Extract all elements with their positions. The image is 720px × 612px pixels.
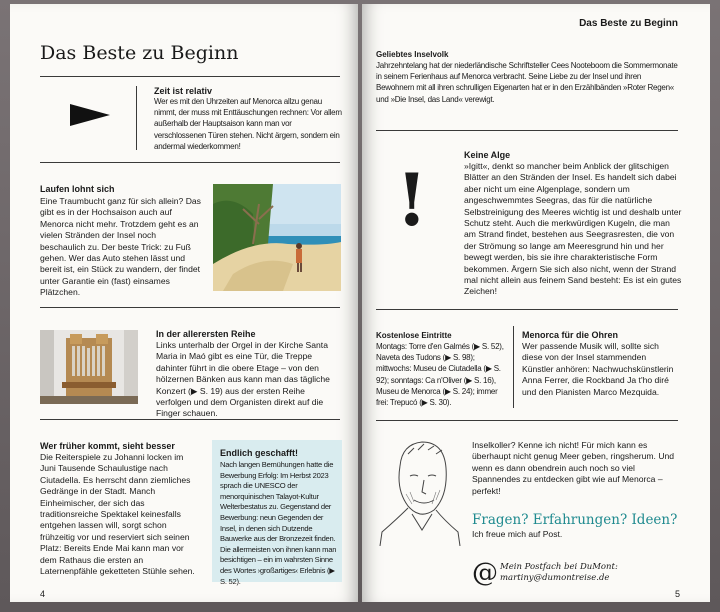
- section-text: Nach langen Bemühungen hatte die Bewerbung Erfolg: Im Herbst 2023 sprach die UNESCO der menorquinischen Talayot-Kultur Welterbestatus zu. Gegenstand der Bewerbung: neun Gegenden der Insel, in denen sich Dutzende Bauwerke aus der Bronzezeit finden. Die allermeisten von ihnen kann man besichtigen – ein im wahrsten Sinne des Wortes ›großartiges‹ Erlebnis (▶ S. 52).: [220, 460, 337, 586]
- section-text: Links unterhalb der Orgel in der Kirche Santa Maria in Maó gibt es eine Tür, die Treppe dahinter führt in die obere Etage – von den hölzernen Bänken aus kann man das tägliche Konzert (▶ S. 19) aus der ersten Reihe verfolgen und dem Organisten direkt auf die Finger schauen.: [156, 340, 330, 419]
- section-heading: Wer früher kommt, sieht besser: [40, 441, 175, 451]
- section-heading: Keine Alge: [464, 150, 511, 160]
- divider-vertical: [136, 86, 137, 150]
- divider: [376, 420, 678, 421]
- section-text: Jahrzehntelang hat der niederländische Schriftsteller Cees Nooteboom die Sommermonate in seinem Ferienhaus auf Menorca verbracht. Seine Liebe zu der Insel und ihren Bewohnern mit all ihren schrulligen Eigenarten hat er in den Erzählbänden »Roter Regen« und »Die Insel, das Land« verewigt.: [376, 61, 678, 104]
- postfach-label: Mein Postfach bei DuMont:: [500, 562, 618, 572]
- beach-photo: [213, 184, 341, 291]
- arrow-right-icon: [70, 104, 110, 126]
- contact-subline: Ich freue mich auf Post.: [472, 529, 563, 539]
- section-heading: In der allerersten Reihe: [156, 329, 256, 339]
- author-text: Inselkoller? Kenne ich nicht! Für mich kann es überhaupt nicht genug Meer geben, ringsherum. Und wenn es dann obendrein auch noch so viel Spannendes zu entdecken gibt wie auf Menorca – perfekt!: [472, 440, 675, 496]
- divider-vertical: [513, 326, 514, 408]
- section-heading: Endlich geschafft!: [220, 448, 299, 458]
- organ-photo: [40, 330, 138, 404]
- running-header: Das Beste zu Beginn: [579, 18, 678, 29]
- section-text: Wer passende Musik will, sollte sich diese von der Insel stammenden Künstler anhören: Nachwuchskünstlerin Anna Ferrer, die Rockband Ja t'ho diré und den Pianisten Marco Mezquida.: [522, 341, 674, 397]
- divider: [40, 419, 340, 420]
- section-text: Wer es mit den Uhrzeiten auf Menorca allzu genau nimmt, der muss mit Enttäuschungen rechnen: Vor allem außerhalb der Hauptsaison kann man vor verschlossenen Türen stehen. Nicht ärgern, sondern ein andermal wiederkommen!: [154, 97, 342, 151]
- divider: [40, 307, 340, 308]
- info-box: [212, 440, 342, 586]
- section-text: »Igitt«, denkt so mancher beim Anblick der glitschigen Blätter an den Stränden der Insel. Es handelt sich dabei aber nicht um eine Algenplage, sondern um angeschwemmtes Seegras, das für die natürliche Selbstreinigung des Meeres wichtig ist und deshalb unter Schutz steht. Auch die merkwürdigen Kugeln, die man am Strand findet, bestehen aus Seegrasresten, die von der Strömung so lange am Meeresgrund hin und her bewegt werden, bis sie ihre charakteristische Form bekommen. Ärgern Sie sich also nicht, wenn der Strand mal nicht allein aus feinem Sand besteht: Es ist ein gutes Zeichen!: [464, 161, 682, 297]
- section-heading: Laufen lohnt sich: [40, 184, 115, 194]
- contact-headline: Fragen? Erfahrungen? Ideen?: [472, 512, 678, 528]
- exclamation-icon: !: [396, 157, 428, 242]
- left-page: [10, 4, 358, 602]
- at-sign-icon: @: [472, 558, 498, 588]
- section-heading: Zeit ist relativ: [154, 86, 213, 96]
- section-text: Montags: Torre d'en Galmés (▶ S. 52), Naveta des Tudons (▶ S. 98); mittwochs: Museu de Ciutadella (▶ S. 92); sonntags: Ca n'Oliver (▶ S. 16), Museu de Menorca (▶ S. 24); immer frei: Trepucó (▶ S. 30).: [376, 342, 504, 408]
- page-title: Das Beste zu Beginn: [40, 42, 239, 64]
- section-heading: Geliebtes Inselvolk: [376, 50, 449, 59]
- section-heading: Menorca für die Ohren: [522, 330, 619, 340]
- divider: [40, 76, 340, 77]
- divider: [376, 309, 678, 310]
- page-number: 4: [40, 589, 46, 599]
- divider: [376, 130, 678, 131]
- page-number: 5: [675, 589, 681, 599]
- right-page: [362, 4, 710, 602]
- divider: [40, 162, 340, 163]
- section-heading: Kostenlose Eintritte: [376, 331, 452, 340]
- section-text: Eine Traumbucht ganz für sich allein? Das gibt es in der Hochsaison auch auf Menorca nicht mehr. Trotzdem geht es an vielen Stränden der Insel noch beschaulich zu. Der beste Trick: zu Fuß gehen. Wer das Auto stehen lässt und bereit ist, ein Stück zu wandern, der findet unter Garantie ein (fast) einsames Plätzchen.: [40, 196, 201, 298]
- email-link[interactable]: martiny@dumontreise.de: [500, 573, 610, 583]
- author-portrait: [378, 434, 462, 546]
- section-text: Die Reiterspiele zu Johanni locken im Juni Tausende Schaulustige nach Ciutadella. Es herrscht dann ziemliches Gedränge in der Stadt. Manch Einheimischer, der sich das traditionsreiche Spektakel keinesfalls entgehen lassen will, sorgt schon frühzeitig vor und reserviert sich seinen Platz: Bereits Ende Mai kann man vor dem Rathaus die ersten an Laternenpfähle geketteten Stühle sehen.: [40, 452, 195, 577]
